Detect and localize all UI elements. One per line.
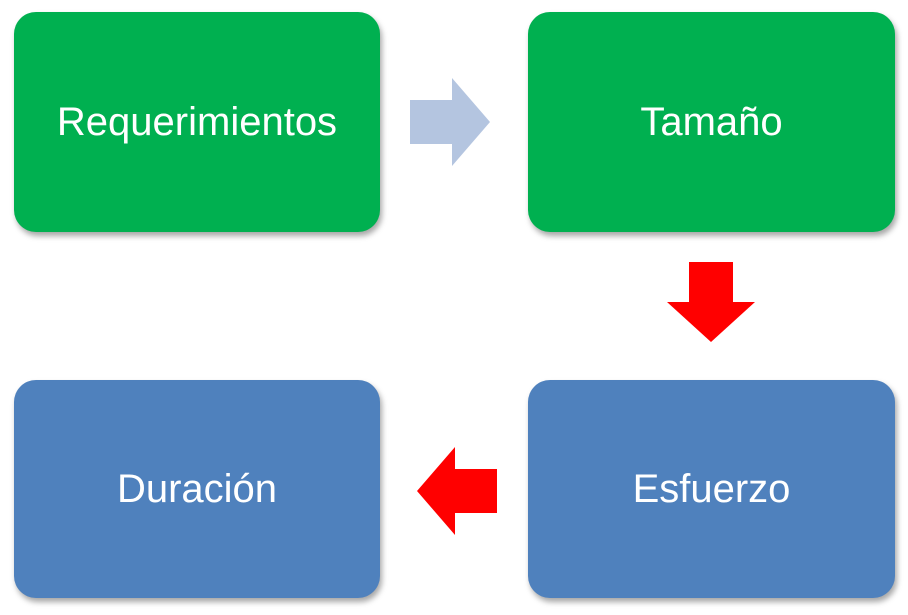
box-duracion <box>14 380 380 598</box>
box-esfuerzo <box>528 380 895 598</box>
arrow-down-icon <box>667 262 755 342</box>
box-requerimientos <box>14 12 380 232</box>
box-esfuerzo-label: Esfuerzo <box>632 466 791 511</box>
arrow-left-icon <box>417 447 497 535</box>
box-duracion-label: Duración <box>116 466 278 511</box>
box-tamano <box>528 12 895 232</box>
box-requerimientos-label: Requerimientos <box>56 99 338 144</box>
box-tamano-label: Tamaño <box>640 99 783 144</box>
arrow-right-icon <box>410 78 490 166</box>
